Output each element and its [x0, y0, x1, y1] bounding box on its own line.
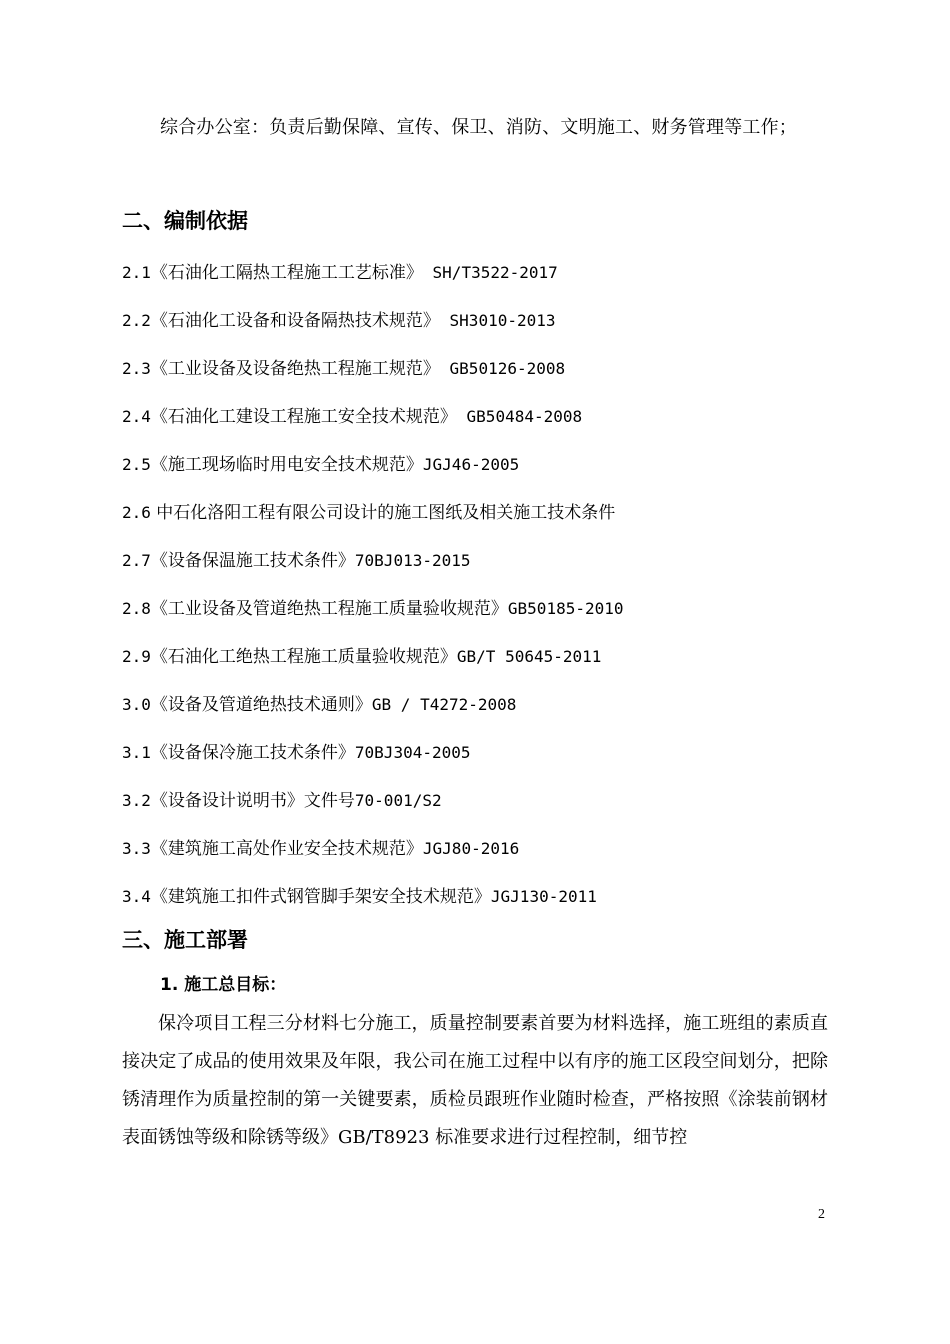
reference-number: 3.4: [122, 887, 151, 906]
reference-code: GB50126-2008: [439, 359, 566, 378]
reference-code: JGJ80-2016: [422, 839, 520, 858]
reference-number: 3.2: [122, 791, 151, 810]
reference-item: [122, 594, 624, 619]
reference-number: 2.1: [122, 263, 151, 282]
reference-item: [122, 642, 601, 667]
reference-item: [122, 402, 582, 427]
reference-title: 《设备设计说明书》文件号: [150, 791, 355, 811]
reference-item: [122, 834, 519, 859]
reference-title: 《工业设备及管道绝热工程施工质量验收规范》: [150, 599, 508, 619]
reference-number: 3.1: [122, 743, 151, 762]
reference-title: 《石油化工设备和设备隔热技术规范》: [150, 311, 440, 331]
reference-item: [122, 882, 597, 907]
reference-title: 《石油化工绝热工程施工质量验收规范》: [150, 647, 457, 667]
reference-code: GB50185-2010: [507, 599, 624, 618]
section-heading-basis: 二、编制依据: [122, 209, 248, 233]
reference-code: 70BJ304-2005: [354, 743, 471, 762]
reference-number: 2.7: [122, 551, 151, 570]
reference-number: 2.6: [122, 503, 151, 522]
reference-item: [122, 690, 516, 715]
page-number: 2: [818, 1207, 825, 1222]
reference-title: 《施工现场临时用电安全技术规范》: [150, 455, 423, 475]
reference-code: SH/T3522-2017: [422, 263, 558, 282]
subheading-overall-goal: 1. 施工总目标：: [160, 975, 287, 995]
reference-code: GB/T 50645-2011: [456, 647, 602, 666]
reference-number: 2.9: [122, 647, 151, 666]
reference-code: 70-001/S2: [354, 791, 442, 810]
reference-code: JGJ46-2005: [422, 455, 520, 474]
reference-item: [122, 450, 519, 475]
reference-title: 中石化洛阳工程有限公司设计的施工图纸及相关施工技术条件: [150, 503, 616, 523]
reference-number: 2.4: [122, 407, 151, 426]
reference-item: [122, 546, 471, 571]
reference-title: 《设备保冷施工技术条件》: [150, 743, 355, 763]
intro-line: 综合办公室：负责后勤保障、宣传、保卫、消防、文明施工、财务管理等工作；: [160, 117, 797, 138]
reference-title: 《设备及管道绝热技术通则》: [150, 695, 372, 715]
reference-code: SH3010-2013: [439, 311, 556, 330]
reference-item: [122, 786, 442, 811]
reference-code: JGJ130-2011: [490, 887, 597, 906]
reference-item: [122, 306, 556, 331]
reference-item: [122, 354, 565, 379]
reference-number: 3.0: [122, 695, 151, 714]
reference-title: 《工业设备及设备绝热工程施工规范》: [150, 359, 440, 379]
reference-code: 70BJ013-2015: [354, 551, 471, 570]
reference-code: GB / T4272-2008: [371, 695, 517, 714]
reference-title: 《建筑施工高处作业安全技术规范》: [150, 839, 423, 859]
reference-number: 3.3: [122, 839, 151, 858]
reference-item: [122, 738, 471, 763]
reference-title: 《设备保温施工技术条件》: [150, 551, 355, 571]
reference-number: 2.3: [122, 359, 151, 378]
section-heading-deployment: 三、施工部署: [122, 928, 248, 952]
reference-number: 2.2: [122, 311, 151, 330]
reference-title: 《石油化工建设工程施工安全技术规范》: [150, 407, 457, 427]
reference-code: GB50484-2008: [456, 407, 583, 426]
reference-number: 2.8: [122, 599, 151, 618]
goal-paragraph: 保冷项目工程三分材料七分施工，质量控制要素首要为材料选择，施工班组的素质直接决定了成品的使用效果及年限，我公司在施工过程中以有序的施工区段空间划分，把除锈清理作为质量控制的第一关键要素，质检员跟班作业随时检查，严格按照《涂装前钢材表面锈蚀等级和除锈等级》GB/T8923 标准要求进行过程控制，细节控: [122, 1013, 828, 1148]
reference-item: [122, 258, 558, 283]
reference-item: [122, 498, 615, 523]
reference-title: 《石油化工隔热工程施工工艺标准》: [150, 263, 423, 283]
reference-number: 2.5: [122, 455, 151, 474]
reference-title: 《建筑施工扣件式钢管脚手架安全技术规范》: [150, 887, 491, 907]
